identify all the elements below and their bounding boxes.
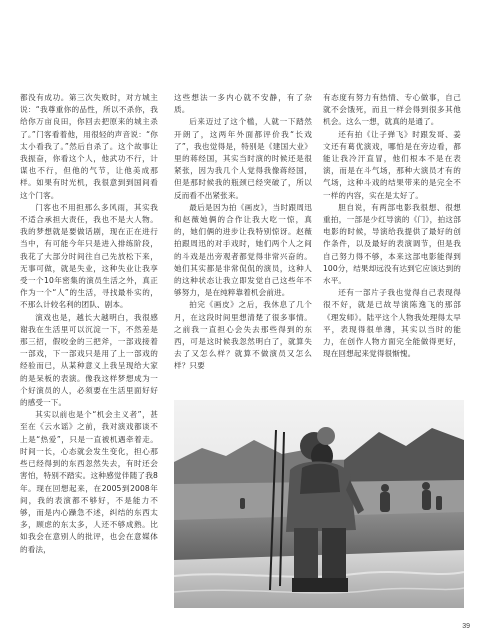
paragraph: 都没有成功。第三次失败时，对方城主说：“我尊重你的品性，所以不杀你，我给你万亩良田，你回去把原来的城主杀了。”门客看着他，用很轻的声音说：“你太小看我了。”然后自杀了。这个故事让我振奋，你看这个人，他武功不行，计谋也不行，但他的气节，让他美成那样。如果有时光机，我很意到到国间看这个门客。 (20, 93, 158, 200)
trekking-photo (174, 400, 464, 608)
paragraph: 门客也不用担那么多风雨，其实我不适合承担大责任，我也不是大人物。我的梦想就是要做话剧，现在正在进行当中，有可能今年只是进入排练阶段，我花了大部分时间往自己先放松下来，无事可做，就是失业，这种失业让我享受一个10年密集的演员生活之外，真正作为一个“人”的生活，寻找最朴实的，不那么计较名利的团队、剧本。 (20, 202, 158, 310)
text-column-1 (20, 92, 158, 632)
paragraph: 最后是因为拍《画皮》，当时跟周迅和赵薇她俩的合作让我大吃一惊，真的，她们俩的进步让我特别惊讶。赵薇拍跟周迅的对手戏时，她们两个人之间的斗戏是出旁观者都觉得非常兴奋的。她们其实都是非常侃侃的演员，这种人的这种状态让我立即发觉自己这些年不够努力，是在纯粹靠着机会前进。 (174, 202, 312, 298)
paragraph: 演戏也是，越长大越明白，我很感谢我在生活里可以沉淀一下，不然差是那三招，假咬金的三把斧，一部戏接着一部戏，下一部戏只是用了上一部戏的经验而已，从某种意义上我呈现给大家的是呆板的表演。像我这样梦想成为一个好演员的人，必须要在生活里面好好的感受一下。 (20, 312, 158, 408)
paragraph: 后来迈过了这个槛，人就一下踏然开朗了，这两年外面都评价我“长戏了”，我也觉得是，特别是《建国大业》里的蒋经国，其实当时演的时候还是很紧张，因为我几个人觉得我像蒋经国，但是那时候我的瓶颈已经突破了，所以反而看不出紧张来。 (174, 117, 312, 200)
paragraph: 胆自说，有两部电影我很想、很想重拍，一部是少红导演的《门》，拍这部电影的时候，导演给我提供了最好的创作条件，以及最好的表演调节，但是我自己努力得不够，本来这部电影能得到100分，结果却远没有达到它应该达到的水平。 (323, 202, 461, 286)
page-number: 39 (462, 623, 470, 630)
paragraph: 拍完《画皮》之后，我休息了几个月，在这段时间里想清楚了很多事情。之前我一直担心会失去那些得到的东西，可是这时候我忽然明白了，就算失去了又怎么样？就算不做演员又怎么样？只要 (174, 300, 312, 371)
text-column-3 (323, 92, 461, 359)
paragraph: 还有一部片子我也觉得自己表现得很不好，就是已故导演陈逸飞的那部《理发师》。陆平这个人物我处理得太早平，表现得很单薄，其实以当时的能力，在创作人物方面完全能做得更好，现在回想起来觉得很惭愧。 (323, 288, 461, 359)
paragraph: 其实以前也是个“机会主义者”，甚至在《云水谣》之前，我对演戏都谈不上是“热爱”，只是一直被机遇牵着走。时间一长，心态就会发生变化，担心那些已经得到的东西忽然失去，有时还会害怕，特别不踏实。这种感觉伴随了我8年。现在回想起来，在2005到2008年间，我的表演都不够好，不是能力不够，而是内心躁急不述，纠结的东西太多，顾虑的东太多，人还不够成熟。比如我会在意别人的批评，也会在意媒体的看法， (20, 410, 158, 554)
paragraph: 有态度有努力有热情、专心做事，自己就不会饿死，而且一样会得到很多其他机会。这么一想，就真的是通了。 (323, 93, 461, 127)
text-column-2 (174, 92, 312, 392)
paragraph: 这些想法一多内心就不安静，有了杂质。 (174, 93, 312, 115)
paragraph: 还有拍《让子弹飞》时跟发哥、姜文还有葛优演戏，哪怕是在旁边看，都能让我冷汗直冒，他们根本不是在表演，而是在斗气场，那种大演员才有的气场，这种斗戏的结果带来的是完全不一样的内容，实在是太好了。 (323, 129, 461, 200)
